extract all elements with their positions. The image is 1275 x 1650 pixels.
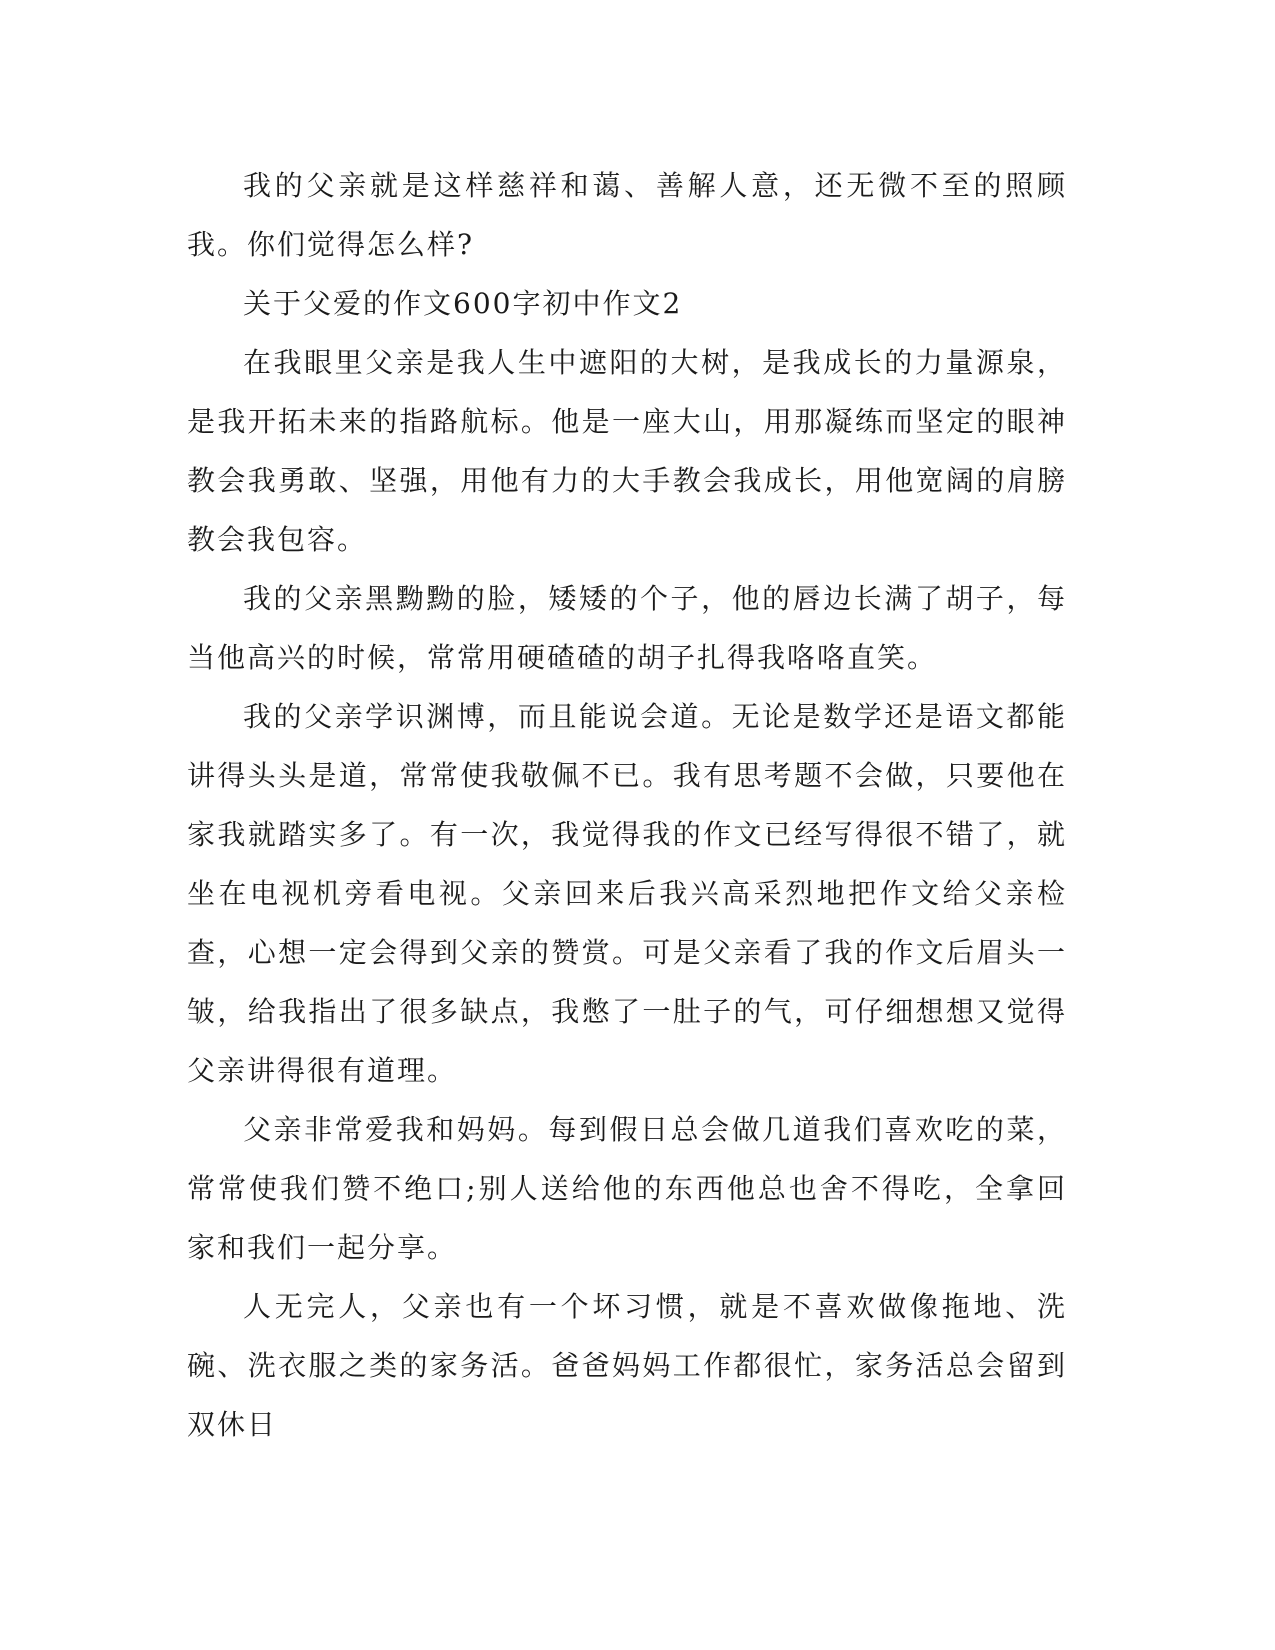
paragraph-4: 我的父亲学识渊博，而且能说会道。无论是数学还是语文都能讲得头头是道，常常使我敬佩不已。我有思考题不会做，只要他在家我就踏实多了。有一次，我觉得我的作文已经写得很不错了，就坐在电视机旁看电视。父亲回来后我兴高采烈地把作文给父亲检查，心想一定会得到父亲的赞赏。可是父亲看了我的作文后眉头一皱，给我指出了很多缺点，我憋了一肚子的气，可仔细想想又觉得父亲讲得很有道理。 — [187, 700, 1067, 1087]
paragraph-2: 在我眼里父亲是我人生中遮阳的大树，是我成长的力量源泉，是我开拓未来的指路航标。他是一座大山，用那凝练而坚定的眼神教会我勇敢、坚强，用他有力的大手教会我成长，用他宽阔的肩膀教会我包容。 — [187, 346, 1067, 556]
paragraph-6: 人无完人，父亲也有一个坏习惯，就是不喜欢做像拖地、洗碗、洗衣服之类的家务活。爸爸妈妈工作都很忙，家务活总会留到双休日 — [187, 1290, 1067, 1441]
paragraph-5: 父亲非常爱我和妈妈。每到假日总会做几道我们喜欢吃的菜，常常使我们赞不绝口;别人送给他的东西他总也舍不得吃，全拿回家和我们一起分享。 — [187, 1113, 1067, 1264]
document-body — [187, 156, 1067, 1454]
section-heading: 关于父爱的作文600字初中作文2 — [243, 287, 683, 320]
paragraph-1: 我的父亲就是这样慈祥和蔼、善解人意，还无微不至的照顾我。你们觉得怎么样? — [187, 169, 1067, 261]
paragraph-3: 我的父亲黑黝黝的脸，矮矮的个子，他的唇边长满了胡子，每当他高兴的时候，常常用硬碴碴的胡子扎得我咯咯直笑。 — [187, 582, 1067, 674]
